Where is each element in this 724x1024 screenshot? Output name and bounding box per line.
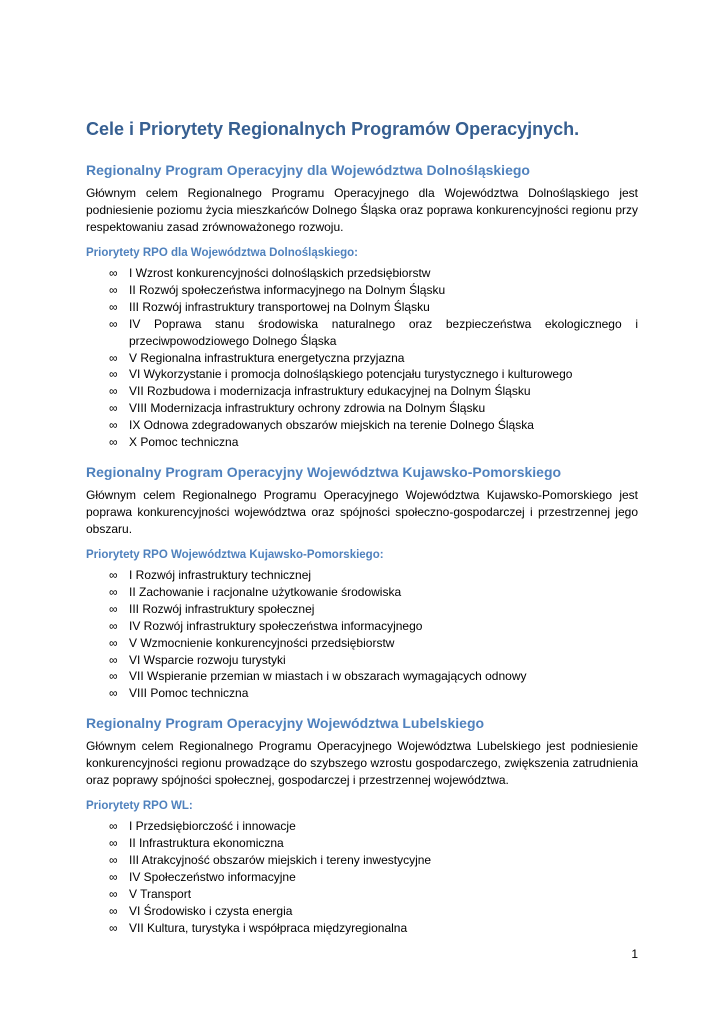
list-item	[86, 282, 638, 299]
infinity-bullet-icon: ∞	[109, 669, 118, 684]
list-item	[86, 852, 638, 869]
list-item	[86, 567, 638, 584]
infinity-bullet-icon: ∞	[109, 920, 118, 935]
list-item	[86, 869, 638, 886]
priorities-list	[86, 265, 638, 451]
list-item	[86, 920, 638, 937]
list-item-text: I Przedsiębiorczość i innowacje	[129, 819, 296, 834]
infinity-bullet-icon: ∞	[109, 282, 118, 297]
infinity-bullet-icon: ∞	[109, 266, 118, 280]
infinity-bullet-icon: ∞	[109, 618, 118, 633]
program-section	[86, 161, 638, 451]
infinity-bullet-icon: ∞	[109, 886, 118, 901]
list-item	[86, 400, 638, 417]
list-item-text: IV Poprawa stanu środowiska naturalnego oraz bezpieczeństwa ekologicznego i przeciwpowodziowego Dolnego Śląska	[129, 316, 638, 348]
list-item-text: VI Wykorzystanie i promocja dolnośląskiego potencjału turystycznego i kulturowego	[129, 367, 573, 382]
priorities-subheading: Priorytety RPO dla Województwa Dolnośląskiego:	[86, 247, 359, 259]
priorities-list	[86, 567, 638, 702]
list-item	[86, 316, 638, 350]
infinity-bullet-icon: ∞	[109, 567, 118, 582]
list-item	[86, 635, 638, 652]
infinity-bullet-icon: ∞	[109, 686, 118, 701]
infinity-bullet-icon: ∞	[109, 316, 118, 331]
list-item-text: VII Rozbudowa i modernizacja infrastruktury edukacyjnej na Dolnym Śląsku	[129, 384, 531, 399]
list-item-text: V Transport	[129, 886, 192, 901]
list-item-text: II Rozwój społeczeństwa informacyjnego na Dolnym Śląsku	[129, 282, 446, 297]
infinity-bullet-icon: ∞	[109, 853, 118, 868]
list-item-text: VIII Pomoc techniczna	[129, 686, 249, 701]
infinity-bullet-icon: ∞	[109, 819, 118, 834]
infinity-bullet-icon: ∞	[109, 836, 118, 851]
infinity-bullet-icon: ∞	[109, 350, 118, 365]
list-item-text: III Rozwój infrastruktury społecznej	[129, 601, 315, 616]
priorities-subheading: Priorytety RPO WL:	[86, 800, 193, 813]
list-item	[86, 299, 638, 316]
list-item	[86, 584, 638, 601]
infinity-bullet-icon: ∞	[109, 367, 118, 382]
list-item-text: V Wzmocnienie konkurencyjności przedsiębiorstw	[129, 635, 395, 650]
list-item-text: III Rozwój infrastruktury transportowej na Dolnym Śląsku	[129, 299, 430, 314]
list-item-text: II Zachowanie i racjonalne użytkowanie środowiska	[129, 584, 402, 599]
list-item-text: VIII Modernizacja infrastruktury ochrony zdrowia na Dolnym Śląsku	[129, 401, 486, 416]
list-item	[86, 601, 638, 618]
section-paragraph: Głównym celem Regionalnego Programu Operacyjnego Województwa Lubelskiego jest podniesienie konkurencyjności regionu prowadzące do szybszego wzrostu gospodarczego, zwiększenia zatrudnienia oraz poprawy spójności społecznej, gospodarczej i przestrzennej województwa.	[86, 739, 638, 788]
section-heading: Regionalny Program Operacyjny Województwa Lubelskiego	[86, 715, 485, 732]
infinity-bullet-icon: ∞	[109, 903, 118, 918]
list-item-text: II Infrastruktura ekonomiczna	[129, 836, 284, 851]
list-item-text: VII Kultura, turystyka i współpraca międzyregionalna	[129, 920, 408, 935]
list-item-text: I Rozwój infrastruktury technicznej	[129, 567, 312, 582]
infinity-bullet-icon: ∞	[109, 418, 118, 433]
list-item	[86, 265, 638, 282]
infinity-bullet-icon: ∞	[109, 401, 118, 416]
infinity-bullet-icon: ∞	[109, 652, 118, 667]
list-item-text: VII Wspieranie przemian w miastach i w obszarach wymagających odnowy	[129, 669, 527, 684]
infinity-bullet-icon: ∞	[109, 384, 118, 399]
list-item	[86, 383, 638, 400]
infinity-bullet-icon: ∞	[109, 635, 118, 650]
section-paragraph: Głównym celem Regionalnego Programu Operacyjnego Województwa Kujawsko-Pomorskiego jest poprawa konkurencyjności województwa oraz spójności społeczno-gospodarczej i przestrzennej jego obszaru.	[86, 487, 638, 536]
list-item	[86, 903, 638, 920]
list-item-text: I Wzrost konkurencyjności dolnośląskich przedsiębiorstw	[129, 266, 431, 280]
program-section	[86, 714, 638, 936]
list-item-text: X Pomoc techniczna	[129, 435, 239, 450]
program-section	[86, 463, 638, 702]
infinity-bullet-icon: ∞	[109, 299, 118, 314]
list-item-text: V Regionalna infrastruktura energetyczna przyjazna	[129, 350, 405, 365]
infinity-bullet-icon: ∞	[109, 869, 118, 884]
list-item	[86, 685, 638, 702]
list-item-text: III Atrakcyjność obszarów miejskich i tereny inwestycyjne	[129, 853, 432, 868]
sections-container	[86, 161, 638, 937]
list-item	[86, 668, 638, 685]
list-item-text: IV Społeczeństwo informacyjne	[129, 869, 296, 884]
list-item	[86, 417, 638, 434]
list-item	[86, 434, 638, 451]
infinity-bullet-icon: ∞	[109, 584, 118, 599]
page-title: Cele i Priorytety Regionalnych Programów Operacyjnych.	[86, 119, 580, 139]
infinity-bullet-icon: ∞	[109, 435, 118, 450]
list-item	[86, 886, 638, 903]
list-item	[86, 366, 638, 383]
priorities-subheading: Priorytety RPO Województwa Kujawsko-Pomorskiego:	[86, 548, 384, 561]
list-item-text: VI Środowisko i czysta energia	[129, 903, 293, 918]
list-item	[86, 818, 638, 835]
priorities-list	[86, 818, 638, 936]
infinity-bullet-icon: ∞	[109, 601, 118, 616]
list-item	[86, 618, 638, 635]
list-item-text: IX Odnowa zdegradowanych obszarów miejskich na terenie Dolnego Śląska	[129, 418, 534, 433]
list-item-text: VI Wsparcie rozwoju turystyki	[129, 652, 286, 667]
section-heading: Regionalny Program Operacyjny Województwa Kujawsko-Pomorskiego	[86, 463, 562, 480]
list-item	[86, 652, 638, 669]
section-heading: Regionalny Program Operacyjny dla Województwa Dolnośląskiego	[86, 162, 530, 178]
page-number: 1	[631, 947, 638, 961]
list-item	[86, 350, 638, 367]
list-item-text: IV Rozwój infrastruktury społeczeństwa informacyjnego	[129, 618, 423, 633]
list-item	[86, 835, 638, 852]
section-paragraph: Głównym celem Regionalnego Programu Operacyjnego dla Województwa Dolnośląskiego jest podniesienie poziomu życia mieszkańców Dolnego Śląska oraz poprawa konkurencyjności regionu przy respektowaniu zasad zrównoważonego rozwoju.	[86, 186, 638, 234]
